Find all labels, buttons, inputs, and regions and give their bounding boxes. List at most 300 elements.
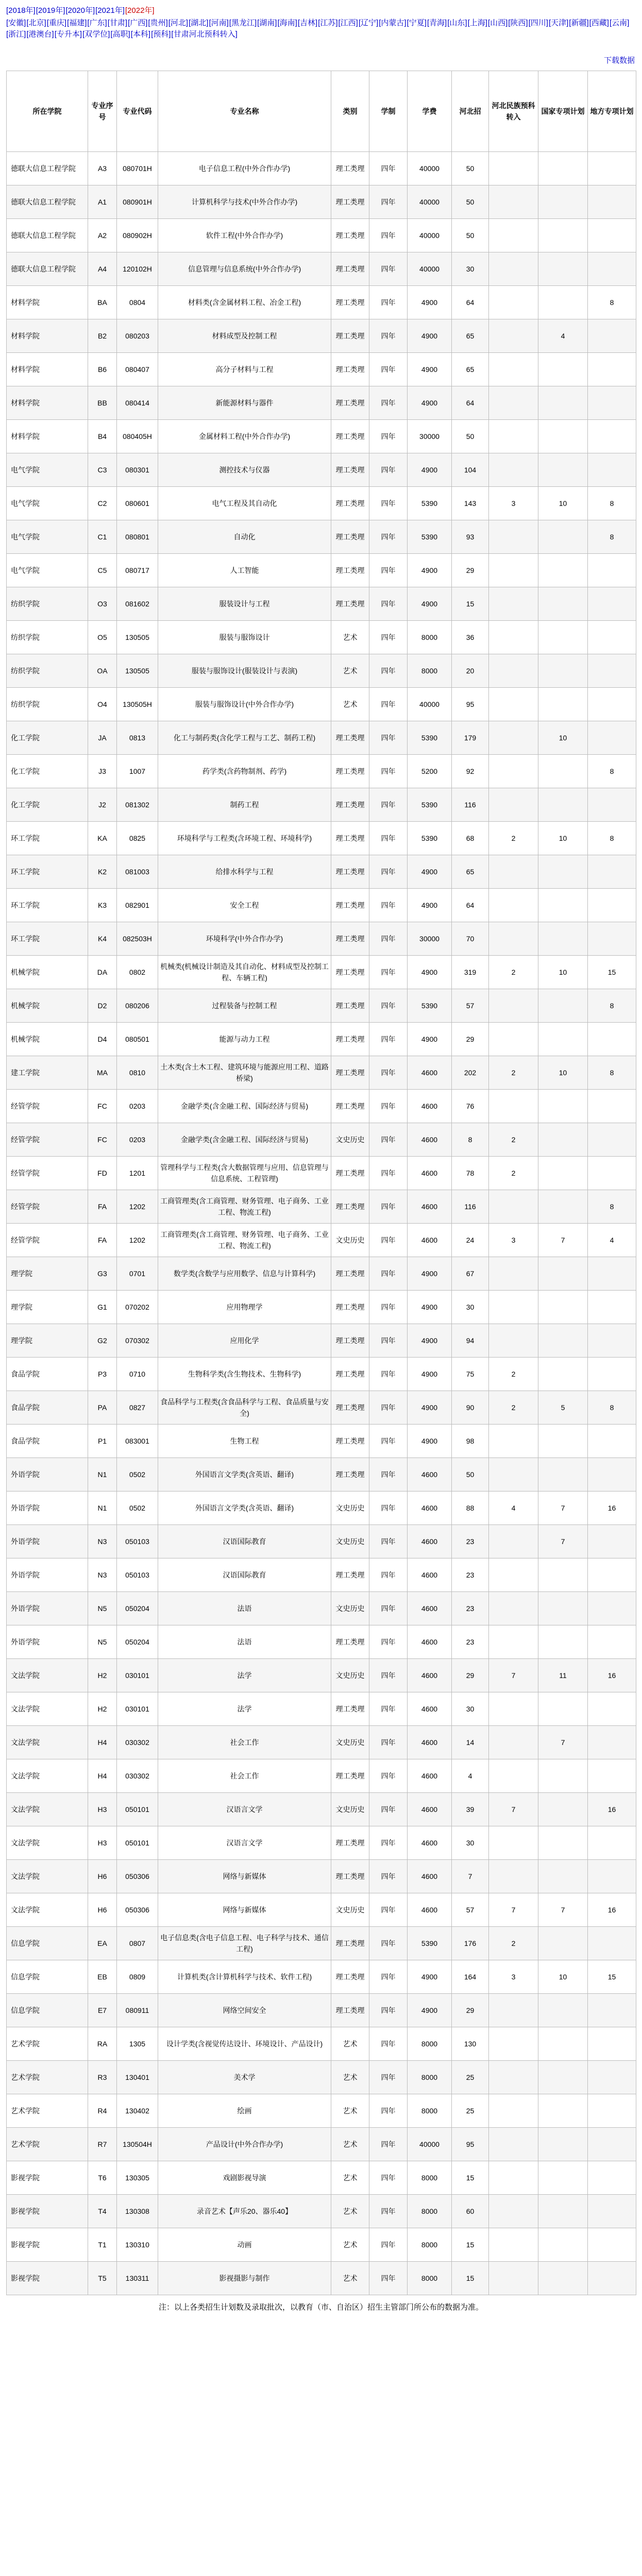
table-cell xyxy=(538,1157,588,1190)
province-link[interactable]: [预科] xyxy=(151,30,171,39)
province-link[interactable]: [港澳台] xyxy=(26,30,54,39)
table-cell: 2 xyxy=(489,822,538,855)
table-cell xyxy=(588,1425,636,1458)
table-cell: 录音艺术【声乐20、器乐40】 xyxy=(158,2195,331,2228)
province-link[interactable]: [内蒙古] xyxy=(379,19,407,27)
table-cell: 60 xyxy=(452,2195,489,2228)
table-cell: 90 xyxy=(452,1391,489,1425)
table-cell xyxy=(489,621,538,654)
table-cell: 四年 xyxy=(369,2027,408,2061)
table-cell xyxy=(588,922,636,956)
column-header: 专业序号 xyxy=(88,71,117,152)
table-cell: 5390 xyxy=(408,520,452,554)
table-cell: 0807 xyxy=(117,1927,158,1960)
year-link[interactable]: [2019年] xyxy=(36,6,65,15)
table-cell xyxy=(538,152,588,185)
table-cell: 环境科学与工程类(含环境工程、环境科学) xyxy=(158,822,331,855)
table-cell: 2 xyxy=(489,1157,538,1190)
table-cell: 4600 xyxy=(408,1090,452,1123)
province-link[interactable]: [高职] xyxy=(110,30,130,39)
province-link[interactable]: [浙江] xyxy=(6,30,26,39)
table-cell: 能源与动力工程 xyxy=(158,1023,331,1056)
table-cell: 76 xyxy=(452,1090,489,1123)
table-cell xyxy=(489,1324,538,1358)
province-link[interactable]: [贵州] xyxy=(148,19,168,27)
table-cell: 理工类理 xyxy=(331,1190,369,1224)
table-cell: 8 xyxy=(588,520,636,554)
table-cell: 理工类理 xyxy=(331,1425,369,1458)
table-row xyxy=(7,654,636,688)
year-link[interactable]: [2021年] xyxy=(95,6,125,15)
table-cell: 文法学院 xyxy=(7,1893,88,1927)
table-cell: 经管学院 xyxy=(7,1123,88,1157)
table-row xyxy=(7,587,636,621)
table-cell: 汉语言文学 xyxy=(158,1826,331,1860)
table-cell: 四年 xyxy=(369,1826,408,1860)
table-cell: 130311 xyxy=(117,2262,158,2295)
province-link[interactable]: [甘肃河北预科转入] xyxy=(171,30,238,39)
table-cell: 德联大信息工程学院 xyxy=(7,252,88,286)
table-row xyxy=(7,2027,636,2061)
table-cell: 四年 xyxy=(369,185,408,219)
table-cell xyxy=(588,855,636,889)
table-cell: 测控技术与仪器 xyxy=(158,453,331,487)
table-cell xyxy=(489,219,538,252)
table-cell: 40000 xyxy=(408,185,452,219)
table-cell xyxy=(489,1458,538,1492)
table-cell: FC xyxy=(88,1123,117,1157)
province-link[interactable]: [新疆] xyxy=(569,19,589,27)
province-link[interactable]: [山西] xyxy=(487,19,508,27)
table-cell: 080414 xyxy=(117,386,158,420)
table-cell: 4600 xyxy=(408,1525,452,1558)
province-link[interactable]: [辽宁] xyxy=(358,19,379,27)
table-cell xyxy=(489,2128,538,2161)
province-link[interactable]: [上海] xyxy=(467,19,487,27)
table-cell: 四年 xyxy=(369,353,408,386)
table-cell: FA xyxy=(88,1224,117,1257)
table-cell xyxy=(538,286,588,319)
table-cell: 4900 xyxy=(408,1391,452,1425)
table-cell: 4900 xyxy=(408,889,452,922)
table-cell: 电气学院 xyxy=(7,453,88,487)
table-cell: 网络与新媒体 xyxy=(158,1893,331,1927)
province-link[interactable]: [天津] xyxy=(548,19,569,27)
table-cell: B2 xyxy=(88,319,117,353)
table-cell: 8 xyxy=(588,755,636,788)
table-cell: 四年 xyxy=(369,453,408,487)
table-cell: 070202 xyxy=(117,1291,158,1324)
column-header: 专业代码 xyxy=(117,71,158,152)
table-cell: 5 xyxy=(538,1391,588,1425)
table-cell: 金融学类(含金融工程、国际经济与贸易) xyxy=(158,1123,331,1157)
table-cell xyxy=(489,1692,538,1726)
table-cell: 4900 xyxy=(408,587,452,621)
table-cell: 081602 xyxy=(117,587,158,621)
province-link[interactable]: [云南] xyxy=(609,19,630,27)
table-cell: 083001 xyxy=(117,1425,158,1458)
table-cell: 机械学院 xyxy=(7,989,88,1023)
table-cell: 信息管理与信息系统(中外合作办学) xyxy=(158,252,331,286)
table-row xyxy=(7,1625,636,1659)
table-cell xyxy=(489,453,538,487)
table-cell: 食品学院 xyxy=(7,1391,88,1425)
table-cell: 7 xyxy=(489,1793,538,1826)
table-cell: 服装与服饰设计(服装设计与表演) xyxy=(158,654,331,688)
table-cell: 23 xyxy=(452,1625,489,1659)
year-selector xyxy=(6,5,636,16)
table-cell: H3 xyxy=(88,1793,117,1826)
table-cell: 文史历史 xyxy=(331,1123,369,1157)
table-cell: 理工类理 xyxy=(331,219,369,252)
table-cell xyxy=(489,252,538,286)
table-cell xyxy=(588,621,636,654)
province-link[interactable]: [吉林] xyxy=(297,19,318,27)
province-link[interactable]: [青海] xyxy=(427,19,447,27)
table-cell: B6 xyxy=(88,353,117,386)
column-header: 专业名称 xyxy=(158,71,331,152)
table-cell: 理工类理 xyxy=(331,1692,369,1726)
table-cell: 4600 xyxy=(408,1893,452,1927)
table-row xyxy=(7,1860,636,1893)
table-cell: 4600 xyxy=(408,1860,452,1893)
table-cell: 理工类理 xyxy=(331,1960,369,1994)
province-link[interactable]: [专升本] xyxy=(54,30,82,39)
table-cell: 理工类理 xyxy=(331,989,369,1023)
table-cell: 7 xyxy=(538,1525,588,1558)
table-cell: 理工类理 xyxy=(331,822,369,855)
table-cell xyxy=(538,1324,588,1358)
province-link[interactable]: [广西] xyxy=(128,19,148,27)
table-cell: 外语学院 xyxy=(7,1558,88,1592)
table-cell: 四年 xyxy=(369,2094,408,2128)
table-cell: 理工类理 xyxy=(331,956,369,989)
table-cell: H2 xyxy=(88,1659,117,1692)
table-cell xyxy=(538,1759,588,1793)
table-row xyxy=(7,755,636,788)
table-cell xyxy=(489,386,538,420)
table-cell: 15 xyxy=(588,1960,636,1994)
table-cell: H4 xyxy=(88,1726,117,1759)
table-row xyxy=(7,2128,636,2161)
province-link[interactable]: [陕西] xyxy=(508,19,528,27)
table-cell xyxy=(489,788,538,822)
table-cell xyxy=(588,252,636,286)
province-link[interactable]: [重庆] xyxy=(46,19,67,27)
table-cell: 95 xyxy=(452,2128,489,2161)
table-cell: 艺术 xyxy=(331,2161,369,2195)
table-cell: 4900 xyxy=(408,1023,452,1056)
table-cell: FD xyxy=(88,1157,117,1190)
table-cell xyxy=(489,1291,538,1324)
table-cell: 080501 xyxy=(117,1023,158,1056)
table-cell: 理工类理 xyxy=(331,1625,369,1659)
table-cell: 四年 xyxy=(369,1391,408,1425)
table-cell xyxy=(538,889,588,922)
province-link[interactable]: [本科] xyxy=(130,30,151,39)
table-row xyxy=(7,1893,636,1927)
table-cell xyxy=(538,1257,588,1291)
table-row xyxy=(7,1826,636,1860)
table-cell: 16 xyxy=(588,1492,636,1525)
table-cell: 1305 xyxy=(117,2027,158,2061)
table-cell: 130505 xyxy=(117,621,158,654)
table-cell: 8000 xyxy=(408,2195,452,2228)
province-selector xyxy=(6,18,636,40)
table-row xyxy=(7,1592,636,1625)
table-cell: 5390 xyxy=(408,721,452,755)
table-cell: 四年 xyxy=(369,2228,408,2262)
table-cell: 理工类理 xyxy=(331,1358,369,1391)
table-cell: 40000 xyxy=(408,152,452,185)
table-cell: 汉语国际教育 xyxy=(158,1558,331,1592)
table-cell: 环工学院 xyxy=(7,822,88,855)
table-cell: 管理科学与工程类(含大数据管理与应用、信息管理与信息系统、工程管理) xyxy=(158,1157,331,1190)
table-cell: 理工类理 xyxy=(331,1759,369,1793)
table-cell: 四年 xyxy=(369,286,408,319)
table-cell: 四年 xyxy=(369,2195,408,2228)
table-cell: 116 xyxy=(452,1190,489,1224)
year-link[interactable]: [2022年] xyxy=(125,6,155,15)
province-link[interactable]: [甘肃] xyxy=(107,19,128,27)
table-cell: 材料学院 xyxy=(7,353,88,386)
table-cell: 外语学院 xyxy=(7,1625,88,1659)
table-cell: R3 xyxy=(88,2061,117,2094)
table-cell xyxy=(489,319,538,353)
province-link[interactable]: [海南] xyxy=(277,19,297,27)
table-cell: 16 xyxy=(588,1793,636,1826)
table-cell: P3 xyxy=(88,1358,117,1391)
table-header-row xyxy=(7,71,636,152)
province-link[interactable]: [山东] xyxy=(447,19,467,27)
table-cell: 57 xyxy=(452,989,489,1023)
table-cell xyxy=(538,2161,588,2195)
table-cell: 29 xyxy=(452,1659,489,1692)
table-cell: 文史历史 xyxy=(331,1659,369,1692)
table-cell: 8000 xyxy=(408,2027,452,2061)
table-cell xyxy=(489,152,538,185)
table-cell: 电气工程及其自动化 xyxy=(158,487,331,520)
column-header: 国家专项计划 xyxy=(538,71,588,152)
province-link[interactable]: [湖南] xyxy=(257,19,277,27)
table-cell: 理学院 xyxy=(7,1257,88,1291)
table-row xyxy=(7,2161,636,2195)
province-link[interactable]: [西藏] xyxy=(589,19,609,27)
table-cell: 15 xyxy=(452,2228,489,2262)
table-cell: C2 xyxy=(88,487,117,520)
table-cell: 制药工程 xyxy=(158,788,331,822)
table-cell: 4600 xyxy=(408,1157,452,1190)
year-link[interactable]: [2020年] xyxy=(65,6,95,15)
table-cell: P1 xyxy=(88,1425,117,1458)
table-cell: A1 xyxy=(88,185,117,219)
table-cell: 082901 xyxy=(117,889,158,922)
table-cell: 64 xyxy=(452,889,489,922)
table-cell: 环工学院 xyxy=(7,889,88,922)
table-row xyxy=(7,1157,636,1190)
table-cell xyxy=(538,2128,588,2161)
table-cell: 050204 xyxy=(117,1592,158,1625)
table-cell: 计算机类(含计算机科学与技术、软件工程) xyxy=(158,1960,331,1994)
province-link[interactable]: [江西] xyxy=(338,19,358,27)
table-cell xyxy=(588,353,636,386)
table-cell: 8000 xyxy=(408,621,452,654)
table-cell: 104 xyxy=(452,453,489,487)
table-cell: 电气学院 xyxy=(7,554,88,587)
table-cell: 四年 xyxy=(369,386,408,420)
table-cell: 081302 xyxy=(117,788,158,822)
table-cell: 外国语言文学类(含英语、翻译) xyxy=(158,1458,331,1492)
table-cell: 设计学类(含视觉传达设计、环境设计、产品设计) xyxy=(158,2027,331,2061)
table-cell: 4900 xyxy=(408,1324,452,1358)
table-cell: 29 xyxy=(452,1023,489,1056)
table-cell xyxy=(489,1257,538,1291)
table-cell: 050103 xyxy=(117,1525,158,1558)
year-link[interactable]: [2018年] xyxy=(6,6,36,15)
province-link[interactable]: [北京] xyxy=(26,19,46,27)
table-cell: 202 xyxy=(452,1056,489,1090)
table-cell: J3 xyxy=(88,755,117,788)
province-link[interactable]: [福建] xyxy=(67,19,87,27)
province-link[interactable]: [湖北] xyxy=(189,19,209,27)
table-cell: 戏剧影视导演 xyxy=(158,2161,331,2195)
table-cell: 理工类理 xyxy=(331,788,369,822)
table-cell: 经管学院 xyxy=(7,1224,88,1257)
province-link[interactable]: [广东] xyxy=(87,19,107,27)
table-cell: 动画 xyxy=(158,2228,331,2262)
table-cell: 4 xyxy=(489,1492,538,1525)
table-cell xyxy=(489,286,538,319)
table-cell: 绘画 xyxy=(158,2094,331,2128)
table-cell: K4 xyxy=(88,922,117,956)
table-cell xyxy=(588,1090,636,1123)
table-cell: 30000 xyxy=(408,420,452,453)
table-cell: 材料学院 xyxy=(7,319,88,353)
table-cell: G2 xyxy=(88,1324,117,1358)
table-cell: 艺术 xyxy=(331,621,369,654)
table-row xyxy=(7,1391,636,1425)
table-cell: 四年 xyxy=(369,855,408,889)
table-cell: 数学类(含数学与应用数学、信息与计算科学) xyxy=(158,1257,331,1291)
table-cell: 2 xyxy=(489,1123,538,1157)
province-link[interactable]: [宁夏] xyxy=(407,19,427,27)
column-header: 学制 xyxy=(369,71,408,152)
top-navigation xyxy=(0,0,642,40)
table-cell: EA xyxy=(88,1927,117,1960)
download-data-link[interactable]: 下载数据 xyxy=(603,56,635,65)
table-cell: 药学类(含药物制剂、药学) xyxy=(158,755,331,788)
table-cell: 082503H xyxy=(117,922,158,956)
table-cell: BA xyxy=(88,286,117,319)
province-link[interactable]: [双学位] xyxy=(82,30,110,39)
table-cell: 理工类理 xyxy=(331,252,369,286)
table-cell: 8000 xyxy=(408,2061,452,2094)
table-cell: 服装与服饰设计(中外合作办学) xyxy=(158,688,331,721)
table-cell: 经管学院 xyxy=(7,1090,88,1123)
table-cell: 20 xyxy=(452,654,489,688)
table-cell: 理工类理 xyxy=(331,1558,369,1592)
table-cell: 四年 xyxy=(369,721,408,755)
table-cell: 理工类理 xyxy=(331,1391,369,1425)
table-cell: 050101 xyxy=(117,1826,158,1860)
table-cell xyxy=(538,520,588,554)
table-row xyxy=(7,520,636,554)
table-cell xyxy=(588,1291,636,1324)
table-row xyxy=(7,1023,636,1056)
table-cell: 影视学院 xyxy=(7,2195,88,2228)
table-cell: 30 xyxy=(452,252,489,286)
table-cell xyxy=(588,1525,636,1558)
table-cell: 68 xyxy=(452,822,489,855)
table-cell: 176 xyxy=(452,1927,489,1960)
table-row xyxy=(7,1358,636,1391)
province-link[interactable]: [四川] xyxy=(528,19,548,27)
table-cell: 16 xyxy=(588,1659,636,1692)
table-cell: 理工类理 xyxy=(331,1157,369,1190)
table-cell: 四年 xyxy=(369,152,408,185)
province-link[interactable]: [黑龙江] xyxy=(229,19,257,27)
table-cell: 130505 xyxy=(117,654,158,688)
province-link[interactable]: [安徽] xyxy=(6,19,26,27)
table-cell: 金属材料工程(中外合作办学) xyxy=(158,420,331,453)
table-cell: 产品设计(中外合作办学) xyxy=(158,2128,331,2161)
table-cell: 影视学院 xyxy=(7,2262,88,2295)
table-cell xyxy=(588,788,636,822)
table-cell xyxy=(538,386,588,420)
province-link[interactable]: [江苏] xyxy=(318,19,338,27)
table-cell: 理工类理 xyxy=(331,922,369,956)
table-cell: 四年 xyxy=(369,688,408,721)
table-cell xyxy=(489,1625,538,1659)
table-cell: 130 xyxy=(452,2027,489,2061)
table-cell: H4 xyxy=(88,1759,117,1793)
table-cell: 应用物理学 xyxy=(158,1291,331,1324)
table-cell: OA xyxy=(88,654,117,688)
province-link[interactable]: [河北] xyxy=(168,19,189,27)
table-cell xyxy=(588,554,636,587)
table-cell: 4900 xyxy=(408,1960,452,1994)
table-cell: 080902H xyxy=(117,219,158,252)
table-cell: 土木类(含土木工程、建筑环境与能源应用工程、道路桥梁) xyxy=(158,1056,331,1090)
table-row xyxy=(7,2061,636,2094)
table-cell: 生物工程 xyxy=(158,1425,331,1458)
table-cell xyxy=(538,219,588,252)
table-cell: 电子信息工程(中外合作办学) xyxy=(158,152,331,185)
table-cell: 0825 xyxy=(117,822,158,855)
table-cell: 0827 xyxy=(117,1391,158,1425)
province-link[interactable]: [河南] xyxy=(209,19,229,27)
table-cell xyxy=(538,2094,588,2128)
table-cell: 美术学 xyxy=(158,2061,331,2094)
table-cell: 65 xyxy=(452,353,489,386)
table-cell: 16 xyxy=(588,1893,636,1927)
table-cell: A4 xyxy=(88,252,117,286)
table-cell: 14 xyxy=(452,1726,489,1759)
table-cell: N1 xyxy=(88,1458,117,1492)
table-row xyxy=(7,420,636,453)
table-cell: 8 xyxy=(588,989,636,1023)
table-cell: 社会工作 xyxy=(158,1759,331,1793)
table-cell xyxy=(588,1860,636,1893)
table-cell xyxy=(538,2061,588,2094)
table-row xyxy=(7,1291,636,1324)
table-cell: 4600 xyxy=(408,1458,452,1492)
table-cell: 四年 xyxy=(369,1692,408,1726)
table-row xyxy=(7,1056,636,1090)
table-cell: 理工类理 xyxy=(331,1291,369,1324)
table-cell: 080801 xyxy=(117,520,158,554)
table-cell: 4900 xyxy=(408,855,452,889)
